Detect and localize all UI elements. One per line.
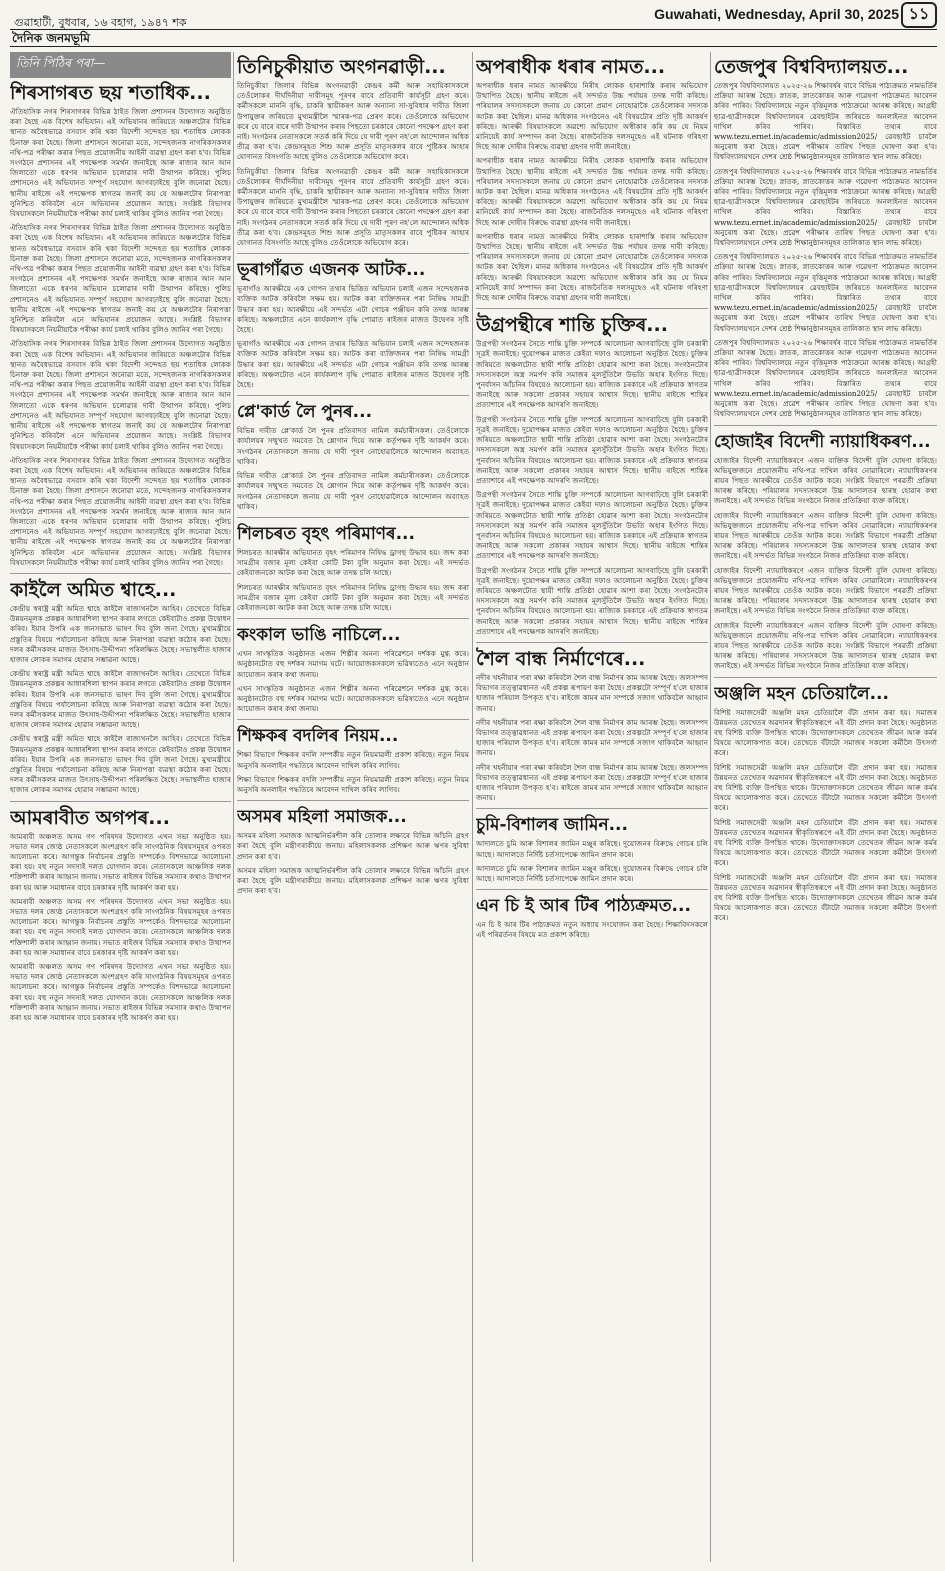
- article-body: আমৰাবী অঞ্চলত অসম গণ পৰিষদৰ উদ্যোগত এখন সভা অনুষ্ঠিত হয়। সভাত দলৰ জ্যেষ্ঠ নেতাসকলে অংশগ্ৰহণ কৰি সাংগঠনিক বিষয়সমূহৰ ওপৰত আলোচনা কৰে। আগন্তুক নিৰ্বাচনৰ প্ৰস্তুতি সম্পৰ্কেও বিশদভাৱে আলোচনা কৰা হয়। বহু নতুন সদস্যই দলত যোগদান কৰে। নেতাসকলে আঞ্চলিক দলক শক্তিশালী কৰাৰ আহ্বান জনায়। সভাত ৰাইজৰ বিভিন্ন সমস্যাৰ কথাও উত্থাপন কৰা হয় আৰু সমাধানৰ বাবে চৰকাৰৰ দৃষ্টি আকৰ্ষণ কৰা হয়।: [10, 831, 231, 892]
- article-body: বিশিষ্ট সমাজসেৱী অঞ্জলি মহন চেতিয়ালৈ বঁটা প্ৰদান কৰা হয়। সমাজৰ উন্নয়নত তেখেতৰ অৱদানৰ স্বীকৃতিস্বৰূপে এই বঁটা প্ৰদান কৰা হৈছে। অনুষ্ঠানত বহু বিশিষ্ট ব্যক্তি উপস্থিত থাকে। উদ্যোক্তাসকলে তেখেতৰ জীৱন আৰু কৰ্মৰ বিষয়ে আলোকপাত কৰে। তেখেতে বঁটাটো সমাজৰ সকলো কৰ্মীলৈ উৎসৰ্গা কৰে।: [714, 762, 937, 813]
- header-date-assamese: গুৱাহাটী, বুধবাৰ, ১৬ বহাগ, ১৯৪৭ শক: [14, 16, 187, 29]
- article-body: আদালতে চুমি আৰু বিশালৰ জামিন মঞ্জুৰ কৰিছে। দুয়োজনৰ বিৰুদ্ধে গোচৰ চলি আছে। আদালতে নিৰ্দিষ্ট চৰ্তসাপেক্ষে জামিন প্ৰদান কৰে।: [476, 839, 708, 859]
- article-divider: [237, 618, 469, 619]
- article-body: কেন্দ্ৰীয় স্বৰাষ্ট্ৰ মন্ত্ৰী অমিত শ্বাহে কাইলৈ ৰাজ্যখনলৈ আহিব। তেখেতে বিভিন্ন উন্নয়নমূলক প্ৰকল্পৰ আধাৰশিলা স্থাপন কৰাৰ লগতে কেইবাটাও প্ৰকল্প উদ্বোধন কৰিব। ইয়াৰ উপৰি এক জনসভাত ভাষণ দিব বুলি জনা গৈছে। মুখ্যমন্ত্ৰীয়ে প্ৰস্তুতিৰ বিষয়ে পৰ্যালোচনা কৰিছে আৰু নিৰাপত্তা ব্যৱস্থা কঠোৰ কৰা হৈছে। দলৰ কৰ্মীসকলৰ মাজত উৎসাহ-উদ্দীপনা পৰিলক্ষিত হৈছে। সভাস্থলীত হাজাৰ হাজাৰ লোকৰ সমাগম হোৱাৰ সম্ভাৱনা আছে।: [10, 669, 231, 730]
- article-divider: [237, 395, 469, 396]
- continued-tag: তিনি পিঠিৰ পৰা—: [10, 52, 231, 78]
- article-body: তেজপুৰ বিশ্ববিদ্যালয়ত ২০২৫-২৬ শিক্ষাবৰ্ষৰ বাবে বিভিন্ন পাঠ্যক্ৰমত নামভৰ্তিৰ প্ৰক্ৰিয়া আৰম্ভ হৈছে। স্নাতক, স্নাতকোত্তৰ আৰু গৱেষণা পাঠ্যক্ৰমত আবেদন কৰিব পাৰিব। বিশ্ববিদ্যালয়ে নতুন বৃত্তিমূলক পাঠ্যক্ৰমো আৰম্ভ কৰিছে। আগ্ৰহী ছাত্ৰ-ছাত্ৰীসকলে বিশ্ববিদ্যালয়ৰ ৱেবছাইটৰ জৰিয়তে অনলাইনত আবেদন দাখিল কৰিব পাৰিব। বিস্তাৰিত তথ্যৰ বাবে www.tezu.ernet.in/academic/admission2025/ ৱেবছাইট চাবলৈ অনুৰোধ কৰা হৈছে। প্ৰৱেশ পৰীক্ষাৰ তাৰিখ পিছত ঘোষণা কৰা হ'ব। বিশ্ববিদ্যালয়খনে দেশৰ শ্ৰেষ্ঠ শিক্ষানুষ্ঠানসমূহৰ তালিকাত স্থান লাভ কৰিছে।: [714, 337, 937, 419]
- article-body: উগ্ৰপন্থী সংগঠনৰ সৈতে শান্তি চুক্তি সম্পৰ্কে আলোচনা আগবাঢ়িছে বুলি চৰকাৰী সূত্ৰই জনাইছে। দুয়োপক্ষৰ মাজত কেইবা দফাও আলোচনা অনুষ্ঠিত হৈছে। চুক্তিৰ জৰিয়তে অঞ্চলটোত স্থায়ী শান্তি প্ৰতিষ্ঠা হোৱাৰ আশা কৰা হৈছে। সংগঠনটোৰ সদস্যসকলে অস্ত্ৰ সমৰ্পণ কৰি সমাজৰ মূলসুঁতিলৈ উভতি অহাৰ ইংগিত দিছে। পুনৰ্বাসন আঁচনিৰ বিষয়েও আলোচনা হয়। ৰাজ্যিক চৰকাৰে এই প্ৰক্ৰিয়াক স্বাগতম জনাইছে আৰু সকলো প্ৰকাৰৰ সহায়ৰ আশ্বাস দিছে। স্থানীয় ৰাইজে শান্তিৰ প্ৰত্যাশাৰে এই পদক্ষেপক আদৰণি জনাইছে।: [476, 414, 708, 485]
- article-headline: কংকাল ভাঙি নাচিলে...: [237, 625, 401, 646]
- article-body: ঐতিহাসিক নগৰ শিৰসাগৰৰ বিভিন্ন ঠাইত জিলা প্ৰশাসনৰ উদ্যোগত অনুষ্ঠিত কৰা হৈছে এক বিশেষ অভিযান। এই অভিযানৰ জৰিয়তে অঞ্চলটোৰ বিভিন্ন স্থানত অবৈধভাৱে বসবাস কৰি থকা বিদেশী সন্দেহত ছয় শতাধিক লোকক চিনাক্ত কৰা হৈছে। জিলা প্ৰশাসনে জনোৱা মতে, সন্দেহজনক নাগৰিকসকলৰ নথি-পত্ৰ পৰীক্ষা কৰাৰ পিছত প্ৰয়োজনীয় আইনী ব্যৱস্থা গ্ৰহণ কৰা হ'ব। বিভিন্ন সংগঠনে প্ৰশাসনৰ এই পদক্ষেপক সমৰ্থন জনাইছে আৰু ৰাজ্যৰ আন আন জিলাতো একে ধৰণৰ অভিযান চলোৱাৰ দাবী উত্থাপন কৰিছে। পুলিচ প্ৰশাসনেও এই অভিযানত সম্পূৰ্ণ সহযোগ আগবঢ়াইছে বুলি জনোৱা হৈছে। স্থানীয় ৰাইজে এই পদক্ষেপক স্বাগতম জনাই কয় যে অঞ্চলটোৰ নিৰাপত্তা সুনিশ্চিত কৰিবলৈ এনে অভিযানৰ প্ৰয়োজন আছে। সংশ্লিষ্ট বিভাগৰ বিষয়াসকলে নিয়মীয়াকৈ পৰীক্ষা কাৰ্য চলাই থাকিব বুলিও জানিব পৰা গৈছে।: [10, 107, 231, 219]
- article-divider: [476, 308, 708, 309]
- article-body: অসমৰ মহিলা সমাজক আত্মনিৰ্ভৰশীল কৰি তোলাৰ লক্ষ্যৰে বিভিন্ন আঁচনি গ্ৰহণ কৰা হৈছে বুলি মন্ত্ৰীগৰাকীয়ে জনায়। মহিলাসকলক প্ৰশিক্ষণ আৰু ঋণৰ সুবিধা প্ৰদান কৰা হ'ব।: [237, 865, 469, 896]
- column-3: [476, 52, 708, 1562]
- article-headline: উগ্ৰপন্থীৰে শান্তি চুক্তিৰ...: [476, 314, 668, 337]
- article-body: আমৰাবী অঞ্চলত অসম গণ পৰিষদৰ উদ্যোগত এখন সভা অনুষ্ঠিত হয়। সভাত দলৰ জ্যেষ্ঠ নেতাসকলে অংশগ্ৰহণ কৰি সাংগঠনিক বিষয়সমূহৰ ওপৰত আলোচনা কৰে। আগন্তুক নিৰ্বাচনৰ প্ৰস্তুতি সম্পৰ্কেও বিশদভাৱে আলোচনা কৰা হয়। বহু নতুন সদস্যই দলত যোগদান কৰে। নেতাসকলে আঞ্চলিক দলক শক্তিশালী কৰাৰ আহ্বান জনায়। সভাত ৰাইজৰ বিভিন্ন সমস্যাৰ কথাও উত্থাপন কৰা হয় আৰু সমাধানৰ বাবে চৰকাৰৰ দৃষ্টি আকৰ্ষণ কৰা হয়।: [10, 962, 231, 1023]
- article-body: ভূৰাগাঁও আৰক্ষীয়ে এক গোপন তথ্যৰ ভিত্তিত অভিযান চলাই এজন সন্দেহজনক ব্যক্তিক আটক কৰিবলৈ সক্ষম হয়। আটক কৰা ব্যক্তিজনৰ পৰা নিষিদ্ধ সামগ্ৰী উদ্ধাৰ কৰা হয়। আৰক্ষীয়ে এই সন্দৰ্ভত এটা গোচৰ পঞ্জীয়ন কৰি তদন্ত আৰম্ভ কৰিছে। অঞ্চলটোত এনে কাৰ্যকলাপ বৃদ্ধি পোৱাত ৰাইজৰ মাজত উদ্বেগৰ সৃষ্টি হৈছে।: [237, 284, 469, 335]
- article-divider: [237, 800, 469, 801]
- article-body: বিভিন্ন দাবীত প্লে'কাৰ্ড লৈ পুনৰ প্ৰতিবাদত নামিল কৰ্মচাৰীসকল। তেওঁলোকে কাৰ্যালয়ৰ সন্মুখত সমবেত হৈ শ্লোগান দিয়ে আৰু কৰ্তৃপক্ষৰ দৃষ্টি আকৰ্ষণ কৰে। সংগঠনৰ নেতাসকলে জনায় যে দাবী পূৰণ নোহোৱালৈকে আন্দোলন অব্যাহত থাকিব।: [237, 471, 469, 511]
- article-body: উগ্ৰপন্থী সংগঠনৰ সৈতে শান্তি চুক্তি সম্পৰ্কে আলোচনা আগবাঢ়িছে বুলি চৰকাৰী সূত্ৰই জনাইছে। দুয়োপক্ষৰ মাজত কেইবা দফাও আলোচনা অনুষ্ঠিত হৈছে। চুক্তিৰ জৰিয়তে অঞ্চলটোত স্থায়ী শান্তি প্ৰতিষ্ঠা হোৱাৰ আশা কৰা হৈছে। সংগঠনটোৰ সদস্যসকলে অস্ত্ৰ সমৰ্পণ কৰি সমাজৰ মূলসুঁতিলৈ উভতি অহাৰ ইংগিত দিছে। পুনৰ্বাসন আঁচনিৰ বিষয়েও আলোচনা হয়। ৰাজ্যিক চৰকাৰে এই প্ৰক্ৰিয়াক স্বাগতম জনাইছে আৰু সকলো প্ৰকাৰৰ সহায়ৰ আশ্বাস দিছে। স্থানীয় ৰাইজে শান্তিৰ প্ৰত্যাশাৰে এই পদক্ষেপক আদৰণি জনাইছে।: [476, 339, 708, 410]
- article-body: শিক্ষা বিভাগে শিক্ষকৰ বদলি সম্পৰ্কীয় নতুন নিয়মাৱলী প্ৰকাশ কৰিছে। নতুন নিয়ম অনুসৰি অনলাইন পদ্ধতিৰে আবেদন দাখিল কৰিব লাগিব।: [237, 774, 469, 794]
- article-divider: [237, 517, 469, 518]
- article-divider: [476, 889, 708, 890]
- article-body: ভূৰাগাঁও আৰক্ষীয়ে এক গোপন তথ্যৰ ভিত্তিত অভিযান চলাই এজন সন্দেহজনক ব্যক্তিক আটক কৰিবলৈ সক্ষম হয়। আটক কৰা ব্যক্তিজনৰ পৰা নিষিদ্ধ সামগ্ৰী উদ্ধাৰ কৰা হয়। আৰক্ষীয়ে এই সন্দৰ্ভত এটা গোচৰ পঞ্জীয়ন কৰি তদন্ত আৰম্ভ কৰিছে। অঞ্চলটোত এনে কাৰ্যকলাপ বৃদ্ধি পোৱাত ৰাইজৰ মাজত উদ্বেগৰ সৃষ্টি হৈছে।: [237, 339, 469, 390]
- article-headline: চুমি-বিশালৰ জামিন...: [476, 815, 628, 836]
- article-headline: শিলচৰত বৃহৎ পৰিমাণৰ...: [237, 523, 415, 544]
- article-body: এন চি ই আৰ টিৰ পাঠ্যক্ৰমত নতুন অধ্যায় সংযোজন কৰা হৈছে। শিক্ষাবিদসকলে এই পৰিৱৰ্তনৰ বিষয়ে মত প্ৰকাশ কৰিছে।: [476, 920, 708, 940]
- article-body: হোজাইৰ বিদেশী ন্যায়াধিকৰণে এজন ব্যক্তিক বিদেশী বুলি ঘোষণা কৰিছে। অভিযুক্তজনে প্ৰয়োজনীয় নথি-পত্ৰ দাখিল কৰিব নোৱাৰিলে। ন্যায়াধিকৰণৰ ৰায়ৰ পিছত আৰক্ষীয়ে তেওঁক আটক কৰে। সংশ্লিষ্ট বিভাগে পৰৱৰ্তী প্ৰক্ৰিয়া আৰম্ভ কৰিছে। পৰিয়ালৰ সদস্যসকলে উচ্চ আদালতৰ দ্বাৰস্থ হোৱাৰ কথা জনাইছে। এই সন্দৰ্ভত বিভিন্ন সংগঠনে নিজৰ প্ৰতিক্ৰিয়া ব্যক্ত কৰিছে।: [714, 510, 937, 561]
- article-headline: অপৰাধীক ধৰাৰ নামত...: [476, 56, 666, 78]
- article-body: তেজপুৰ বিশ্ববিদ্যালয়ত ২০২৫-২৬ শিক্ষাবৰ্ষৰ বাবে বিভিন্ন পাঠ্যক্ৰমত নামভৰ্তিৰ প্ৰক্ৰিয়া আৰম্ভ হৈছে। স্নাতক, স্নাতকোত্তৰ আৰু গৱেষণা পাঠ্যক্ৰমত আবেদন কৰিব পাৰিব। বিশ্ববিদ্যালয়ে নতুন বৃত্তিমূলক পাঠ্যক্ৰমো আৰম্ভ কৰিছে। আগ্ৰহী ছাত্ৰ-ছাত্ৰীসকলে বিশ্ববিদ্যালয়ৰ ৱেবছাইটৰ জৰিয়তে অনলাইনত আবেদন দাখিল কৰিব পাৰিব। বিস্তাৰিত তথ্যৰ বাবে www.tezu.ernet.in/academic/admission2025/ ৱেবছাইট চাবলৈ অনুৰোধ কৰা হৈছে। প্ৰৱেশ পৰীক্ষাৰ তাৰিখ পিছত ঘোষণা কৰা হ'ব। বিশ্ববিদ্যালয়খনে দেশৰ শ্ৰেষ্ঠ শিক্ষানুষ্ঠানসমূহৰ তালিকাত স্থান লাভ কৰিছে।: [714, 252, 937, 333]
- article-body: হোজাইৰ বিদেশী ন্যায়াধিকৰণে এজন ব্যক্তিক বিদেশী বুলি ঘোষণা কৰিছে। অভিযুক্তজনে প্ৰয়োজনীয় নথি-পত্ৰ দাখিল কৰিব নোৱাৰিলে। ন্যায়াধিকৰণৰ ৰায়ৰ পিছত আৰক্ষীয়ে তেওঁক আটক কৰে। সংশ্লিষ্ট বিভাগে পৰৱৰ্তী প্ৰক্ৰিয়া আৰম্ভ কৰিছে। পৰিয়ালৰ সদস্যসকলে উচ্চ আদালতৰ দ্বাৰস্থ হোৱাৰ কথা জনাইছে। এই সন্দৰ্ভত বিভিন্ন সংগঠনে নিজৰ প্ৰতিক্ৰিয়া ব্যক্ত কৰিছে।: [714, 620, 937, 671]
- article-divider: [714, 677, 937, 678]
- article-divider: [10, 801, 231, 802]
- article-body: শিক্ষা বিভাগে শিক্ষকৰ বদলি সম্পৰ্কীয় নতুন নিয়মাৱলী প্ৰকাশ কৰিছে। নতুন নিয়ম অনুসৰি অনলাইন পদ্ধতিৰে আবেদন দাখিল কৰিব লাগিব।: [237, 750, 469, 770]
- article-body: হোজাইৰ বিদেশী ন্যায়াধিকৰণে এজন ব্যক্তিক বিদেশী বুলি ঘোষণা কৰিছে। অভিযুক্তজনে প্ৰয়োজনীয় নথি-পত্ৰ দাখিল কৰিব নোৱাৰিলে। ন্যায়াধিকৰণৰ ৰায়ৰ পিছত আৰক্ষীয়ে তেওঁক আটক কৰে। সংশ্লিষ্ট বিভাগে পৰৱৰ্তী প্ৰক্ৰিয়া আৰম্ভ কৰিছে। পৰিয়ালৰ সদস্যসকলে উচ্চ আদালতৰ দ্বাৰস্থ হোৱাৰ কথা জনাইছে। এই সন্দৰ্ভত বিভিন্ন সংগঠনে নিজৰ প্ৰতিক্ৰিয়া ব্যক্ত কৰিছে।: [714, 565, 937, 616]
- article-body: বিভিন্ন দাবীত প্লে'কাৰ্ড লৈ পুনৰ প্ৰতিবাদত নামিল কৰ্মচাৰীসকল। তেওঁলোকে কাৰ্যালয়ৰ সন্মুখত সমবেত হৈ শ্লোগান দিয়ে আৰু কৰ্তৃপক্ষৰ দৃষ্টি আকৰ্ষণ কৰে। সংগঠনৰ নেতাসকলে জনায় যে দাবী পূৰণ নোহোৱালৈকে আন্দোলন অব্যাহত থাকিব।: [237, 426, 469, 466]
- article-headline: অঞ্জলি মহন চেতিয়ালৈ...: [714, 683, 889, 704]
- article-body: ঐতিহাসিক নগৰ শিৰসাগৰৰ বিভিন্ন ঠাইত জিলা প্ৰশাসনৰ উদ্যোগত অনুষ্ঠিত কৰা হৈছে এক বিশেষ অভিযান। এই অভিযানৰ জৰিয়তে অঞ্চলটোৰ বিভিন্ন স্থানত অবৈধভাৱে বসবাস কৰি থকা বিদেশী সন্দেহত ছয় শতাধিক লোকক চিনাক্ত কৰা হৈছে। জিলা প্ৰশাসনে জনোৱা মতে, সন্দেহজনক নাগৰিকসকলৰ নথি-পত্ৰ পৰীক্ষা কৰাৰ পিছত প্ৰয়োজনীয় আইনী ব্যৱস্থা গ্ৰহণ কৰা হ'ব। বিভিন্ন সংগঠনে প্ৰশাসনৰ এই পদক্ষেপক সমৰ্থন জনাইছে আৰু ৰাজ্যৰ আন আন জিলাতো একে ধৰণৰ অভিযান চলোৱাৰ দাবী উত্থাপন কৰিছে। পুলিচ প্ৰশাসনেও এই অভিযানত সম্পূৰ্ণ সহযোগ আগবঢ়াইছে বুলি জনোৱা হৈছে। স্থানীয় ৰাইজে এই পদক্ষেপক স্বাগতম জনাই কয় যে অঞ্চলটোৰ নিৰাপত্তা সুনিশ্চিত কৰিবলৈ এনে অভিযানৰ প্ৰয়োজন আছে। সংশ্লিষ্ট বিভাগৰ বিষয়াসকলে নিয়মীয়াকৈ পৰীক্ষা কাৰ্য চলাই থাকিব বুলিও জানিব পৰা গৈছে।: [10, 455, 231, 567]
- article-body: শিলচৰত আৰক্ষীৰ অভিযানত বৃহৎ পৰিমাণৰ নিষিদ্ধ ড্ৰাগছ উদ্ধাৰ হয়। জব্দ কৰা সামগ্ৰীৰ বজাৰ মূল্য কেইবা কোটি টকা বুলি অনুমান কৰা হৈছে। এই সন্দৰ্ভত কেইবাজনকো আটক কৰা হৈছে আৰু তদন্ত চলি আছে।: [237, 582, 469, 612]
- header-date-english: Guwahati, Wednesday, April 30, 2025: [654, 6, 899, 22]
- column-1: [10, 52, 231, 1562]
- column-2: [237, 52, 469, 1562]
- article-body: আদালতে চুমি আৰু বিশালৰ জামিন মঞ্জুৰ কৰিছে। দুয়োজনৰ বিৰুদ্ধে গোচৰ চলি আছে। আদালতে নিৰ্দিষ্ট চৰ্তসাপেক্ষে জামিন প্ৰদান কৰে।: [476, 863, 708, 883]
- article-body: অপৰাধীক ধৰাৰ নামত আৰক্ষীয়ে নিৰীহ লোকক হাৰাশাস্তি কৰাৰ অভিযোগ উত্থাপিত হৈছে। স্থানীয় ৰাইজে এই সন্দৰ্ভত উচ্চ পৰ্যায়ৰ তদন্ত দাবী কৰিছে। পৰিয়ালৰ সদস্যসকলে জনায় যে কোনো প্ৰমাণ নোহোৱাকৈ তেওঁলোকৰ সদস্যক আটক কৰা হৈছিল। মানৱ অধিকাৰ সংগঠনেও এই বিষয়টোৰ প্ৰতি দৃষ্টি আকৰ্ষণ কৰিছে। আৰক্ষী বিষয়াসকলে অৱশ্যে অভিযোগ অস্বীকাৰ কৰি কয় যে নিয়ম মানিয়েই কাৰ্য সম্পাদন কৰা হৈছে। ৰাজনৈতিক দলসমূহেও এই ঘটনাক গৰিহণা দিছে আৰু দোষীৰ বিৰুদ্ধে ব্যৱস্থা গ্ৰহণৰ দাবী জনাইছে।: [476, 231, 708, 303]
- article-body: অপৰাধীক ধৰাৰ নামত আৰক্ষীয়ে নিৰীহ লোকক হাৰাশাস্তি কৰাৰ অভিযোগ উত্থাপিত হৈছে। স্থানীয় ৰাইজে এই সন্দৰ্ভত উচ্চ পৰ্যায়ৰ তদন্ত দাবী কৰিছে। পৰিয়ালৰ সদস্যসকলে জনায় যে কোনো প্ৰমাণ নোহোৱাকৈ তেওঁলোকৰ সদস্যক আটক কৰা হৈছিল। মানৱ অধিকাৰ সংগঠনেও এই বিষয়টোৰ প্ৰতি দৃষ্টি আকৰ্ষণ কৰিছে। আৰক্ষী বিষয়াসকলে অৱশ্যে অভিযোগ অস্বীকাৰ কৰি কয় যে নিয়ম মানিয়েই কাৰ্য সম্পাদন কৰা হৈছে। ৰাজনৈতিক দলসমূহেও এই ঘটনাক গৰিহণা দিছে আৰু দোষীৰ বিৰুদ্ধে ব্যৱস্থা গ্ৰহণৰ দাবী জনাইছে।: [476, 156, 708, 227]
- article-body: তিনিচুকীয়া জিলাৰ বিভিন্ন অংগনৱাড়ী কেন্দ্ৰৰ কৰ্মী আৰু সহায়িকাসকলে তেওঁলোকৰ দীৰ্ঘদিনীয়া দাবীসমূহ পূৰণৰ বাবে প্ৰতিবাদী কাৰ্যসূচী গ্ৰহণ কৰে। কৰ্মীসকলে মাননি বৃদ্ধি, চাকৰি স্থায়ীকৰণ আৰু অন্যান্য সা-সুবিধাৰ দাবীত জিলা উপায়ুক্তৰ জৰিয়তে মুখ্যমন্ত্ৰীলৈ স্মাৰক-পত্ৰ প্ৰেৰণ কৰে। তেওঁলোকে অভিযোগ কৰে যে বাৰে বাৰে দাবী উত্থাপন কৰাৰ পিছতো চৰকাৰে কোনো পদক্ষেপ গ্ৰহণ কৰা নাই। সংগঠনৰ নেতাসকলে সতৰ্ক কৰি দিয়ে যে দাবী পূৰণ নহ'লে আন্দোলন অধিক তীব্ৰ কৰা হ'ব। কেন্দ্ৰসমূহত শিশু আৰু প্ৰসূতি মাতৃসকলৰ বাবে পুষ্টিকৰ আহাৰ যোগানত বিসংগতি আছে বুলিও তেওঁলোকে অভিযোগ কৰে।: [237, 166, 469, 248]
- article-body: হোজাইৰ বিদেশী ন্যায়াধিকৰণে এজন ব্যক্তিক বিদেশী বুলি ঘোষণা কৰিছে। অভিযুক্তজনে প্ৰয়োজনীয় নথি-পত্ৰ দাখিল কৰিব নোৱাৰিলে। ন্যায়াধিকৰণৰ ৰায়ৰ পিছত আৰক্ষীয়ে তেওঁক আটক কৰে। সংশ্লিষ্ট বিভাগে পৰৱৰ্তী প্ৰক্ৰিয়া আৰম্ভ কৰিছে। পৰিয়ালৰ সদস্যসকলে উচ্চ আদালতৰ দ্বাৰস্থ হোৱাৰ কথা জনাইছে। এই সন্দৰ্ভত বিভিন্ন সংগঠনে নিজৰ প্ৰতিক্ৰিয়া ব্যক্ত কৰিছে।: [714, 455, 937, 506]
- article-headline: অসমৰ মহিলা সমাজক...: [237, 807, 407, 828]
- column-divider: [233, 52, 234, 1562]
- article-body: শিলচৰত আৰক্ষীৰ অভিযানত বৃহৎ পৰিমাণৰ নিষিদ্ধ ড্ৰাগছ উদ্ধাৰ হয়। জব্দ কৰা সামগ্ৰীৰ বজাৰ মূল্য কেইবা কোটি টকা বুলি অনুমান কৰা হৈছে। এই সন্দৰ্ভত কেইবাজনকো আটক কৰা হৈছে আৰু তদন্ত চলি আছে।: [237, 547, 469, 578]
- article-divider: [237, 719, 469, 720]
- article-body: নদীৰ খহনীয়াৰ পৰা ৰক্ষা কৰিবলৈ শৈল বান্ধ নিৰ্মাণৰ কাম আৰম্ভ হৈছে। জলসম্পদ বিভাগৰ তত্ত্বাৱধানত এই প্ৰকল্প ৰূপায়ণ কৰা হৈছে। প্ৰকল্পটো সম্পূৰ্ণ হ'লে হাজাৰ হাজাৰ পৰিয়াল উপকৃত হ'ব। ৰাইজে কামৰ মান সম্পৰ্কে সজাগ থাকিবলৈ আহ্বান জনায়।: [476, 717, 708, 758]
- article-headline: প্লে'কাৰ্ড লৈ পুনৰ...: [237, 402, 373, 423]
- article-body: বিশিষ্ট সমাজসেৱী অঞ্জলি মহন চেতিয়ালৈ বঁটা প্ৰদান কৰা হয়। সমাজৰ উন্নয়নত তেখেতৰ অৱদানৰ স্বীকৃতিস্বৰূপে এই বঁটা প্ৰদান কৰা হৈছে। অনুষ্ঠানত বহু বিশিষ্ট ব্যক্তি উপস্থিত থাকে। উদ্যোক্তাসকলে তেখেতৰ জীৱন আৰু কৰ্মৰ বিষয়ে আলোকপাত কৰে। তেখেতে বঁটাটো সমাজৰ সকলো কৰ্মীলৈ উৎসৰ্গা কৰে।: [714, 872, 937, 923]
- article-headline: আমৰাবীত অগপৰ...: [10, 806, 170, 829]
- article-divider: [476, 808, 708, 809]
- article-body: এখন সাংস্কৃতিক অনুষ্ঠানত এজন শিল্পীৰ অনন্য পৰিৱেশনে দৰ্শকক মুগ্ধ কৰে। অনুষ্ঠানটোত বহু দৰ্শকৰ সমাগম ঘটে। আয়োজকসকলে ভৱিষ্যতেও এনে অনুষ্ঠান আয়োজন কৰাৰ কথা জনায়।: [237, 649, 469, 679]
- article-body: এখন সাংস্কৃতিক অনুষ্ঠানত এজন শিল্পীৰ অনন্য পৰিৱেশনে দৰ্শকক মুগ্ধ কৰে। অনুষ্ঠানটোত বহু দৰ্শকৰ সমাগম ঘটে। আয়োজকসকলে ভৱিষ্যতেও এনে অনুষ্ঠান আয়োজন কৰাৰ কথা জনায়।: [237, 683, 469, 714]
- column-divider: [710, 52, 711, 1562]
- article-headline: তেজপুৰ বিশ্ববিদ্যালয়ত...: [714, 56, 909, 78]
- article-headline: শিৰসাগৰত ছয় শতাধিক...: [10, 82, 211, 104]
- article-divider: [10, 573, 231, 574]
- article-body: কেন্দ্ৰীয় স্বৰাষ্ট্ৰ মন্ত্ৰী অমিত শ্বাহে কাইলৈ ৰাজ্যখনলৈ আহিব। তেখেতে বিভিন্ন উন্নয়নমূলক প্ৰকল্পৰ আধাৰশিলা স্থাপন কৰাৰ লগতে কেইবাটাও প্ৰকল্প উদ্বোধন কৰিব। ইয়াৰ উপৰি এক জনসভাত ভাষণ দিব বুলি জনা গৈছে। মুখ্যমন্ত্ৰীয়ে প্ৰস্তুতিৰ বিষয়ে পৰ্যালোচনা কৰিছে আৰু নিৰাপত্তা ব্যৱস্থা কঠোৰ কৰা হৈছে। দলৰ কৰ্মীসকলৰ মাজত উৎসাহ-উদ্দীপনা পৰিলক্ষিত হৈছে। সভাস্থলীত হাজাৰ হাজাৰ লোকৰ সমাগম হোৱাৰ সম্ভাৱনা আছে।: [10, 603, 231, 664]
- article-headline: ভূৰাগাঁৱত এজনক আটক...: [237, 260, 426, 281]
- article-body: ঐতিহাসিক নগৰ শিৰসাগৰৰ বিভিন্ন ঠাইত জিলা প্ৰশাসনৰ উদ্যোগত অনুষ্ঠিত কৰা হৈছে এক বিশেষ অভিযান। এই অভিযানৰ জৰিয়তে অঞ্চলটোৰ বিভিন্ন স্থানত অবৈধভাৱে বসবাস কৰি থকা বিদেশী সন্দেহত ছয় শতাধিক লোকক চিনাক্ত কৰা হৈছে। জিলা প্ৰশাসনে জনোৱা মতে, সন্দেহজনক নাগৰিকসকলৰ নথি-পত্ৰ পৰীক্ষা কৰাৰ পিছত প্ৰয়োজনীয় আইনী ব্যৱস্থা গ্ৰহণ কৰা হ'ব। বিভিন্ন সংগঠনে প্ৰশাসনৰ এই পদক্ষেপক সমৰ্থন জনাইছে আৰু ৰাজ্যৰ আন আন জিলাতো একে ধৰণৰ অভিযান চলোৱাৰ দাবী উত্থাপন কৰিছে। পুলিচ প্ৰশাসনেও এই অভিযানত সম্পূৰ্ণ সহযোগ আগবঢ়াইছে বুলি জনোৱা হৈছে। স্থানীয় ৰাইজে এই পদক্ষেপক স্বাগতম জনাই কয় যে অঞ্চলটোৰ নিৰাপত্তা সুনিশ্চিত কৰিবলৈ এনে অভিযানৰ প্ৰয়োজন আছে। সংশ্লিষ্ট বিভাগৰ বিষয়াসকলে নিয়মীয়াকৈ পৰীক্ষা কাৰ্য চলাই থাকিব বুলিও জানিব পৰা গৈছে।: [10, 223, 231, 335]
- article-body: উগ্ৰপন্থী সংগঠনৰ সৈতে শান্তি চুক্তি সম্পৰ্কে আলোচনা আগবাঢ়িছে বুলি চৰকাৰী সূত্ৰই জনাইছে। দুয়োপক্ষৰ মাজত কেইবা দফাও আলোচনা অনুষ্ঠিত হৈছে। চুক্তিৰ জৰিয়তে অঞ্চলটোত স্থায়ী শান্তি প্ৰতিষ্ঠা হোৱাৰ আশা কৰা হৈছে। সংগঠনটোৰ সদস্যসকলে অস্ত্ৰ সমৰ্পণ কৰি সমাজৰ মূলসুঁতিলৈ উভতি অহাৰ ইংগিত দিছে। পুনৰ্বাসন আঁচনিৰ বিষয়েও আলোচনা হয়। ৰাজ্যিক চৰকাৰে এই প্ৰক্ৰিয়াক স্বাগতম জনাইছে আৰু সকলো প্ৰকাৰৰ সহায়ৰ আশ্বাস দিছে। স্থানীয় ৰাইজে শান্তিৰ প্ৰত্যাশাৰে এই পদক্ষেপক আদৰণি জনাইছে।: [476, 490, 708, 561]
- article-headline: কাইলৈ অমিত শ্বাহে...: [10, 578, 177, 601]
- article-body: তেজপুৰ বিশ্ববিদ্যালয়ত ২০২৫-২৬ শিক্ষাবৰ্ষৰ বাবে বিভিন্ন পাঠ্যক্ৰমত নামভৰ্তিৰ প্ৰক্ৰিয়া আৰম্ভ হৈছে। স্নাতক, স্নাতকোত্তৰ আৰু গৱেষণা পাঠ্যক্ৰমত আবেদন কৰিব পাৰিব। বিশ্ববিদ্যালয়ে নতুন বৃত্তিমূলক পাঠ্যক্ৰমো আৰম্ভ কৰিছে। আগ্ৰহী ছাত্ৰ-ছাত্ৰীসকলে বিশ্ববিদ্যালয়ৰ ৱেবছাইটৰ জৰিয়তে অনলাইনত আবেদন দাখিল কৰিব পাৰিব। বিস্তাৰিত তথ্যৰ বাবে www.tezu.ernet.in/academic/admission2025/ ৱেবছাইট চাবলৈ অনুৰোধ কৰা হৈছে। প্ৰৱেশ পৰীক্ষাৰ তাৰিখ পিছত ঘোষণা কৰা হ'ব। বিশ্ববিদ্যালয়খনে দেশৰ শ্ৰেষ্ঠ শিক্ষানুষ্ঠানসমূহৰ তালিকাত স্থান লাভ কৰিছে।: [714, 81, 937, 162]
- article-body: নদীৰ খহনীয়াৰ পৰা ৰক্ষা কৰিবলৈ শৈল বান্ধ নিৰ্মাণৰ কাম আৰম্ভ হৈছে। জলসম্পদ বিভাগৰ তত্ত্বাৱধানত এই প্ৰকল্প ৰূপায়ণ কৰা হৈছে। প্ৰকল্পটো সম্পূৰ্ণ হ'লে হাজাৰ হাজাৰ পৰিয়াল উপকৃত হ'ব। ৰাইজে কামৰ মান সম্পৰ্কে সজাগ থাকিবলৈ আহ্বান জনায়।: [476, 672, 708, 713]
- article-divider: [237, 253, 469, 254]
- article-headline: শিক্ষকৰ বদলিৰ নিয়ম...: [237, 726, 399, 747]
- column-4: [714, 52, 937, 1562]
- page-number: ১১: [901, 2, 937, 28]
- article-body: উগ্ৰপন্থী সংগঠনৰ সৈতে শান্তি চুক্তি সম্পৰ্কে আলোচনা আগবাঢ়িছে বুলি চৰকাৰী সূত্ৰই জনাইছে। দুয়োপক্ষৰ মাজত কেইবা দফাও আলোচনা অনুষ্ঠিত হৈছে। চুক্তিৰ জৰিয়তে অঞ্চলটোত স্থায়ী শান্তি প্ৰতিষ্ঠা হোৱাৰ আশা কৰা হৈছে। সংগঠনটোৰ সদস্যসকলে অস্ত্ৰ সমৰ্পণ কৰি সমাজৰ মূলসুঁতিলৈ উভতি অহাৰ ইংগিত দিছে। পুনৰ্বাসন আঁচনিৰ বিষয়েও আলোচনা হয়। ৰাজ্যিক চৰকাৰে এই প্ৰক্ৰিয়াক স্বাগতম জনাইছে আৰু সকলো প্ৰকাৰৰ সহায়ৰ আশ্বাস দিছে। স্থানীয় ৰাইজে শান্তিৰ প্ৰত্যাশাৰে এই পদক্ষেপক আদৰণি জনাইছে।: [476, 565, 708, 636]
- article-body: বিশিষ্ট সমাজসেৱী অঞ্জলি মহন চেতিয়ালৈ বঁটা প্ৰদান কৰা হয়। সমাজৰ উন্নয়নত তেখেতৰ অৱদানৰ স্বীকৃতিস্বৰূপে এই বঁটা প্ৰদান কৰা হৈছে। অনুষ্ঠানত বহু বিশিষ্ট ব্যক্তি উপস্থিত থাকে। উদ্যোক্তাসকলে তেখেতৰ জীৱন আৰু কৰ্মৰ বিষয়ে আলোকপাত কৰে। তেখেতে বঁটাটো সমাজৰ সকলো কৰ্মীলৈ উৎসৰ্গা কৰে।: [714, 707, 937, 758]
- column-divider: [472, 52, 473, 1562]
- article-body: নদীৰ খহনীয়াৰ পৰা ৰক্ষা কৰিবলৈ শৈল বান্ধ নিৰ্মাণৰ কাম আৰম্ভ হৈছে। জলসম্পদ বিভাগৰ তত্ত্বাৱধানত এই প্ৰকল্প ৰূপায়ণ কৰা হৈছে। প্ৰকল্পটো সম্পূৰ্ণ হ'লে হাজাৰ হাজাৰ পৰিয়াল উপকৃত হ'ব। ৰাইজে কামৰ মান সম্পৰ্কে সজাগ থাকিবলৈ আহ্বান জনায়।: [476, 762, 708, 803]
- article-body: বিশিষ্ট সমাজসেৱী অঞ্জলি মহন চেতিয়ালৈ বঁটা প্ৰদান কৰা হয়। সমাজৰ উন্নয়নত তেখেতৰ অৱদানৰ স্বীকৃতিস্বৰূপে এই বঁটা প্ৰদান কৰা হৈছে। অনুষ্ঠানত বহু বিশিষ্ট ব্যক্তি উপস্থিত থাকে। উদ্যোক্তাসকলে তেখেতৰ জীৱন আৰু কৰ্মৰ বিষয়ে আলোকপাত কৰে। তেখেতে বঁটাটো সমাজৰ সকলো কৰ্মীলৈ উৎসৰ্গা কৰে।: [714, 817, 937, 868]
- header-rule-top: [10, 29, 937, 30]
- article-headline: শৈল বান্ধ নিৰ্মাণেৰে...: [476, 647, 646, 670]
- article-divider: [714, 425, 937, 426]
- article-body: অসমৰ মহিলা সমাজক আত্মনিৰ্ভৰশীল কৰি তোলাৰ লক্ষ্যৰে বিভিন্ন আঁচনি গ্ৰহণ কৰা হৈছে বুলি মন্ত্ৰীগৰাকীয়ে জনায়। মহিলাসকলক প্ৰশিক্ষণ আৰু ঋণৰ সুবিধা প্ৰদান কৰা হ'ব।: [237, 831, 469, 861]
- article-body: তিনিচুকীয়া জিলাৰ বিভিন্ন অংগনৱাড়ী কেন্দ্ৰৰ কৰ্মী আৰু সহায়িকাসকলে তেওঁলোকৰ দীৰ্ঘদিনীয়া দাবীসমূহ পূৰণৰ বাবে প্ৰতিবাদী কাৰ্যসূচী গ্ৰহণ কৰে। কৰ্মীসকলে মাননি বৃদ্ধি, চাকৰি স্থায়ীকৰণ আৰু অন্যান্য সা-সুবিধাৰ দাবীত জিলা উপায়ুক্তৰ জৰিয়তে মুখ্যমন্ত্ৰীলৈ স্মাৰক-পত্ৰ প্ৰেৰণ কৰে। তেওঁলোকে অভিযোগ কৰে যে বাৰে বাৰে দাবী উত্থাপন কৰাৰ পিছতো চৰকাৰে কোনো পদক্ষেপ গ্ৰহণ কৰা নাই। সংগঠনৰ নেতাসকলে সতৰ্ক কৰি দিয়ে যে দাবী পূৰণ নহ'লে আন্দোলন অধিক তীব্ৰ কৰা হ'ব। কেন্দ্ৰসমূহত শিশু আৰু প্ৰসূতি মাতৃসকলৰ বাবে পুষ্টিকৰ আহাৰ যোগানত বিসংগতি আছে বুলিও তেওঁলোকে অভিযোগ কৰে।: [237, 81, 469, 162]
- paper-name: দৈনিক জনমভূমি: [12, 31, 90, 45]
- article-body: কেন্দ্ৰীয় স্বৰাষ্ট্ৰ মন্ত্ৰী অমিত শ্বাহে কাইলৈ ৰাজ্যখনলৈ আহিব। তেখেতে বিভিন্ন উন্নয়নমূলক প্ৰকল্পৰ আধাৰশিলা স্থাপন কৰাৰ লগতে কেইবাটাও প্ৰকল্প উদ্বোধন কৰিব। ইয়াৰ উপৰি এক জনসভাত ভাষণ দিব বুলি জনা গৈছে। মুখ্যমন্ত্ৰীয়ে প্ৰস্তুতিৰ বিষয়ে পৰ্যালোচনা কৰিছে আৰু নিৰাপত্তা ব্যৱস্থা কঠোৰ কৰা হৈছে। দলৰ কৰ্মীসকলৰ মাজত উৎসাহ-উদ্দীপনা পৰিলক্ষিত হৈছে। সভাস্থলীত হাজাৰ হাজাৰ লোকৰ সমাগম হোৱাৰ সম্ভাৱনা আছে।: [10, 734, 231, 795]
- header-rule-bottom: [10, 46, 937, 47]
- article-divider: [476, 642, 708, 643]
- article-body: অপৰাধীক ধৰাৰ নামত আৰক্ষীয়ে নিৰীহ লোকক হাৰাশাস্তি কৰাৰ অভিযোগ উত্থাপিত হৈছে। স্থানীয় ৰাইজে এই সন্দৰ্ভত উচ্চ পৰ্যায়ৰ তদন্ত দাবী কৰিছে। পৰিয়ালৰ সদস্যসকলে জনায় যে কোনো প্ৰমাণ নোহোৱাকৈ তেওঁলোকৰ সদস্যক আটক কৰা হৈছিল। মানৱ অধিকাৰ সংগঠনেও এই বিষয়টোৰ প্ৰতি দৃষ্টি আকৰ্ষণ কৰিছে। আৰক্ষী বিষয়াসকলে অৱশ্যে অভিযোগ অস্বীকাৰ কৰি কয় যে নিয়ম মানিয়েই কাৰ্য সম্পাদন কৰা হৈছে। ৰাজনৈতিক দলসমূহেও এই ঘটনাক গৰিহণা দিছে আৰু দোষীৰ বিৰুদ্ধে ব্যৱস্থা গ্ৰহণৰ দাবী জনাইছে।: [476, 81, 708, 152]
- article-body: তেজপুৰ বিশ্ববিদ্যালয়ত ২০২৫-২৬ শিক্ষাবৰ্ষৰ বাবে বিভিন্ন পাঠ্যক্ৰমত নামভৰ্তিৰ প্ৰক্ৰিয়া আৰম্ভ হৈছে। স্নাতক, স্নাতকোত্তৰ আৰু গৱেষণা পাঠ্যক্ৰমত আবেদন কৰিব পাৰিব। বিশ্ববিদ্যালয়ে নতুন বৃত্তিমূলক পাঠ্যক্ৰমো আৰম্ভ কৰিছে। আগ্ৰহী ছাত্ৰ-ছাত্ৰীসকলে বিশ্ববিদ্যালয়ৰ ৱেবছাইটৰ জৰিয়তে অনলাইনত আবেদন দাখিল কৰিব পাৰিব। বিস্তাৰিত তথ্যৰ বাবে www.tezu.ernet.in/academic/admission2025/ ৱেবছাইট চাবলৈ অনুৰোধ কৰা হৈছে। প্ৰৱেশ পৰীক্ষাৰ তাৰিখ পিছত ঘোষণা কৰা হ'ব। বিশ্ববিদ্যালয়খনে দেশৰ শ্ৰেষ্ঠ শিক্ষানুষ্ঠানসমূহৰ তালিকাত স্থান লাভ কৰিছে।: [714, 166, 937, 248]
- article-headline: তিনিচুকীয়াত অংগনৱাড়ী...: [237, 56, 446, 78]
- article-headline: হোজাইৰ বিদেশী ন্যায়াধিকৰণ...: [714, 431, 931, 452]
- article-body: ঐতিহাসিক নগৰ শিৰসাগৰৰ বিভিন্ন ঠাইত জিলা প্ৰশাসনৰ উদ্যোগত অনুষ্ঠিত কৰা হৈছে এক বিশেষ অভিযান। এই অভিযানৰ জৰিয়তে অঞ্চলটোৰ বিভিন্ন স্থানত অবৈধভাৱে বসবাস কৰি থকা বিদেশী সন্দেহত ছয় শতাধিক লোকক চিনাক্ত কৰা হৈছে। জিলা প্ৰশাসনে জনোৱা মতে, সন্দেহজনক নাগৰিকসকলৰ নথি-পত্ৰ পৰীক্ষা কৰাৰ পিছত প্ৰয়োজনীয় আইনী ব্যৱস্থা গ্ৰহণ কৰা হ'ব। বিভিন্ন সংগঠনে প্ৰশাসনৰ এই পদক্ষেপক সমৰ্থন জনাইছে আৰু ৰাজ্যৰ আন আন জিলাতো একে ধৰণৰ অভিযান চলোৱাৰ দাবী উত্থাপন কৰিছে। পুলিচ প্ৰশাসনেও এই অভিযানত সম্পূৰ্ণ সহযোগ আগবঢ়াইছে বুলি জনোৱা হৈছে। স্থানীয় ৰাইজে এই পদক্ষেপক স্বাগতম জনাই কয় যে অঞ্চলটোৰ নিৰাপত্তা সুনিশ্চিত কৰিবলৈ এনে অভিযানৰ প্ৰয়োজন আছে। সংশ্লিষ্ট বিভাগৰ বিষয়াসকলে নিয়মীয়াকৈ পৰীক্ষা কাৰ্য চলাই থাকিব বুলিও জানিব পৰা গৈছে।: [10, 339, 231, 451]
- article-body: আমৰাবী অঞ্চলত অসম গণ পৰিষদৰ উদ্যোগত এখন সভা অনুষ্ঠিত হয়। সভাত দলৰ জ্যেষ্ঠ নেতাসকলে অংশগ্ৰহণ কৰি সাংগঠনিক বিষয়সমূহৰ ওপৰত আলোচনা কৰে। আগন্তুক নিৰ্বাচনৰ প্ৰস্তুতি সম্পৰ্কেও বিশদভাৱে আলোচনা কৰা হয়। বহু নতুন সদস্যই দলত যোগদান কৰে। নেতাসকলে আঞ্চলিক দলক শক্তিশালী কৰাৰ আহ্বান জনায়। সভাত ৰাইজৰ বিভিন্ন সমস্যাৰ কথাও উত্থাপন কৰা হয় আৰু সমাধানৰ বাবে চৰকাৰৰ দৃষ্টি আকৰ্ষণ কৰা হয়।: [10, 896, 231, 957]
- article-headline: এন চি ই আৰ টিৰ পাঠ্যক্ৰমত...: [476, 896, 691, 917]
